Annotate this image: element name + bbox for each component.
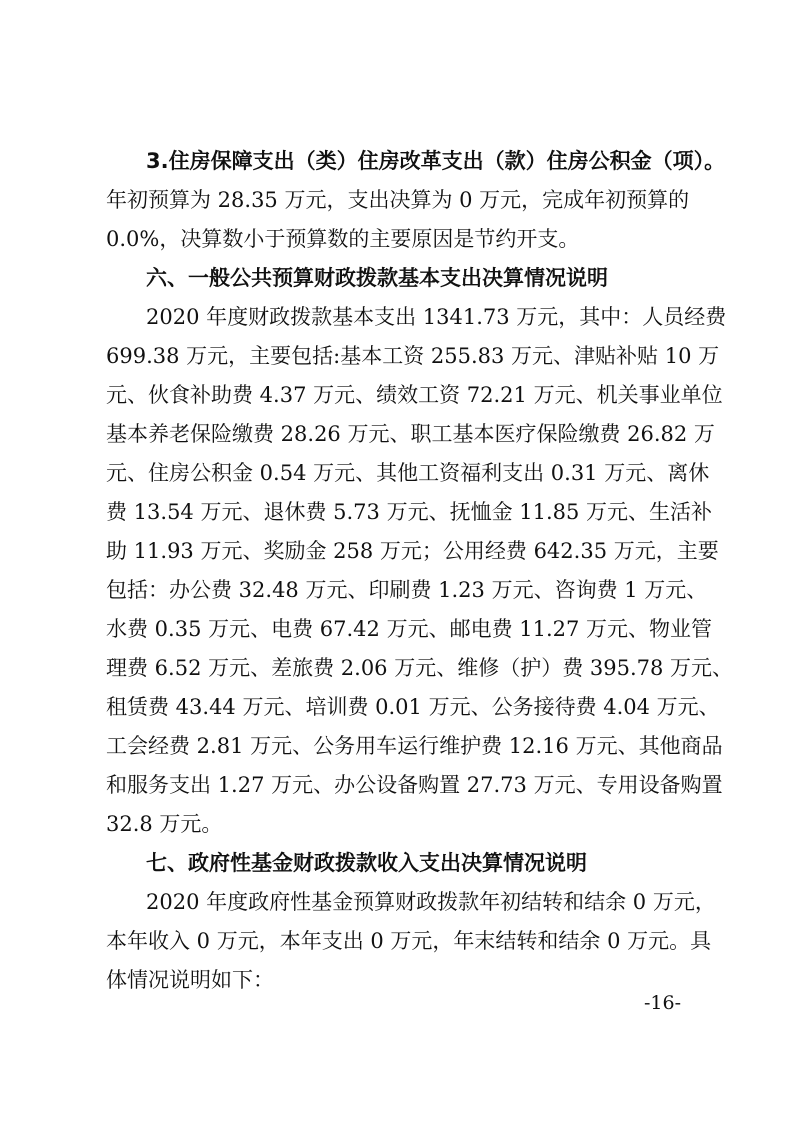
section-heading-7: 七、政府性基金财政拨款收入支出决算情况说明 — [146, 851, 587, 875]
paragraph-line: 699.38 万元，主要包括:基本工资 255.83 万元、津贴补贴 10 万 — [106, 344, 720, 368]
paragraph-line: 0.0%，决算数小于预算数的主要原因是节约开支。 — [106, 227, 580, 251]
paragraph-line: 费 13.54 万元、退休费 5.73 万元、抚恤金 11.85 万元、生活补 — [106, 500, 713, 524]
paragraph-line: 包括：办公费 32.48 万元、印刷费 1.23 万元、咨询费 1 万元、 — [106, 578, 708, 602]
paragraph-line: 基本养老保险缴费 28.26 万元、职工基本医疗保险缴费 26.82 万 — [106, 422, 715, 446]
paragraph-line: 助 11.93 万元、奖励金 258 万元；公用经费 642.35 万元，主要 — [106, 539, 719, 563]
paragraph-line: 本年收入 0 万元，本年支出 0 万元，年末结转和结余 0 万元。具 — [106, 929, 712, 953]
paragraph-line: 2020 年度政府性基金预算财政拨款年初结转和结余 0 万元， — [146, 890, 716, 914]
paragraph-line: 32.8 万元。 — [106, 812, 223, 836]
paragraph-line: 租赁费 43.44 万元、培训费 0.01 万元、公务接待费 4.04 万元、 — [106, 695, 720, 719]
subsection-heading-3: 3.住房保障支出（类）住房改革支出（款）住房公积金（项）。 — [146, 149, 726, 173]
paragraph-line: 和服务支出 1.27 万元、办公设备购置 27.73 万元、专用设备购置 — [106, 773, 723, 797]
paragraph-line: 2020 年度财政拨款基本支出 1341.73 万元，其中：人员经费 — [146, 305, 727, 329]
paragraph-line: 元、伙食补助费 4.37 万元、绩效工资 72.21 万元、机关事业单位 — [106, 383, 723, 407]
paragraph-line: 体情况说明如下： — [106, 968, 274, 992]
page-number: -16- — [644, 992, 682, 1014]
paragraph-line: 水费 0.35 万元、电费 67.42 万元、邮电费 11.27 万元、物业管 — [106, 617, 713, 641]
section-heading-6: 六、一般公共预算财政拨款基本支出决算情况说明 — [146, 266, 608, 290]
paragraph-line: 元、住房公积金 0.54 万元、其他工资福利支出 0.31 万元、离休 — [106, 461, 710, 485]
paragraph-line: 年初预算为 28.35 万元，支出决算为 0 万元，完成年初预算的 — [106, 188, 690, 212]
paragraph-line: 工会经费 2.81 万元、公务用车运行维护费 12.16 万元、其他商品 — [106, 734, 723, 758]
paragraph-line: 理费 6.52 万元、差旅费 2.06 万元、维修（护）费 395.78 万元、 — [106, 656, 734, 680]
